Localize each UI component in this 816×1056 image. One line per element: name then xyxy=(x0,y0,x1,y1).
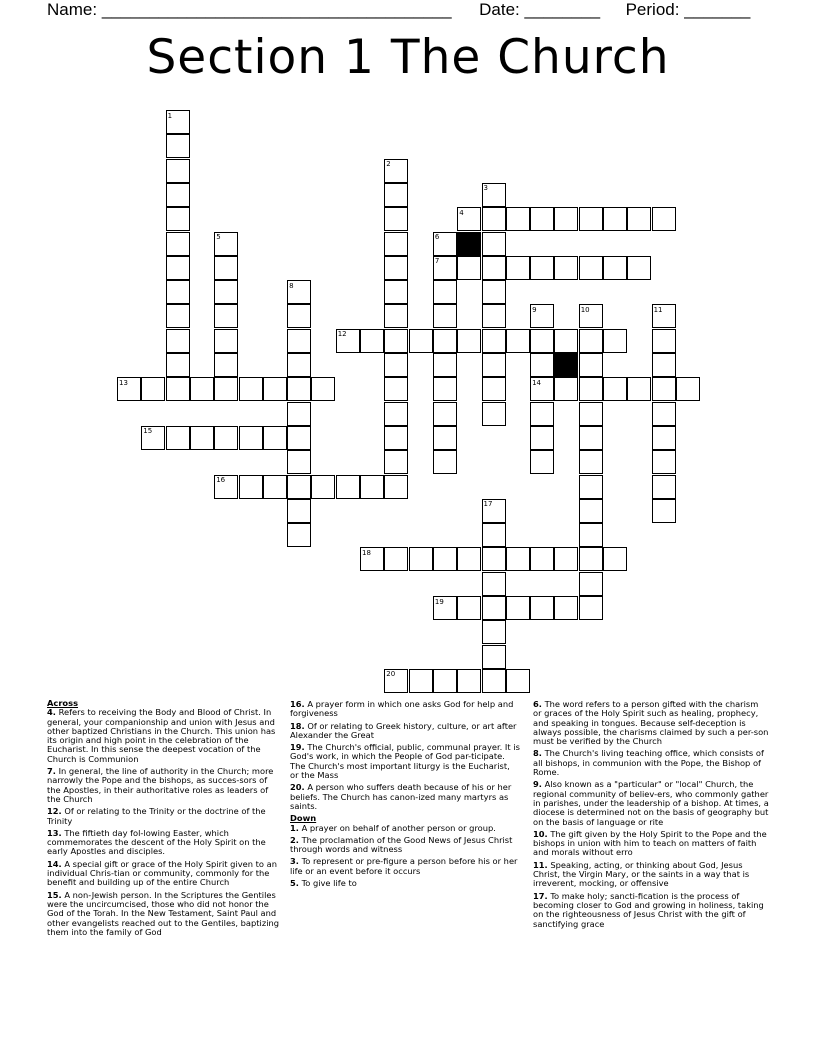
grid-cell-shaded xyxy=(457,232,481,256)
grid-cell[interactable] xyxy=(482,645,506,669)
grid-cell[interactable] xyxy=(676,377,700,401)
grid-cell[interactable] xyxy=(603,329,627,353)
grid-cell[interactable] xyxy=(506,669,530,693)
grid-cell[interactable] xyxy=(287,377,311,401)
clue-across-15: 15. A non-Jewish person. In the Scriptures the Gentiles were the uncircumcised, those who did not honor the God of the Torah. In the New Testament, Saint Paul and other evangelists reached out to the Gentiles, baptizing them into the family of God xyxy=(47,889,280,937)
clue-number-2: 2 xyxy=(386,160,391,169)
grid-cell[interactable] xyxy=(554,596,578,620)
grid-cell[interactable] xyxy=(409,329,433,353)
clue-across-18: 18. Of or relating to Greek history, culture, or art after Alexander the Great xyxy=(290,720,517,740)
grid-cell[interactable] xyxy=(506,256,530,280)
grid-cell[interactable] xyxy=(530,450,554,474)
grid-cell[interactable] xyxy=(482,280,506,304)
clue-number-10: 10 xyxy=(580,305,590,314)
grid-cell[interactable] xyxy=(214,353,238,377)
grid-cell[interactable] xyxy=(263,377,287,401)
grid-cell[interactable] xyxy=(506,596,530,620)
grid-cell[interactable] xyxy=(433,402,457,426)
grid-cell[interactable] xyxy=(482,499,506,523)
grid-cell[interactable] xyxy=(506,207,530,231)
grid-cell[interactable] xyxy=(603,377,627,401)
grid-cell[interactable] xyxy=(603,256,627,280)
grid-cell[interactable] xyxy=(482,620,506,644)
grid-cell[interactable] xyxy=(287,280,311,304)
date-blank[interactable]: ________ xyxy=(524,0,601,19)
clue-number-19: 19 xyxy=(434,597,444,606)
clue-across-4: 4. Refers to receiving the Body and Blood of Christ. In general, your companionship and union with Jesus and other baptized Christians in the Church. This union has its origin and high point in the celebration of the Eucharist. In this sense the deepest vocation of the Church is Communion xyxy=(47,707,276,764)
grid-cell[interactable] xyxy=(360,475,384,499)
grid-cell[interactable] xyxy=(384,450,408,474)
grid-cell[interactable] xyxy=(530,329,554,353)
clue-number-18: 18 xyxy=(362,548,371,557)
grid-cell[interactable] xyxy=(530,596,554,620)
grid-cell[interactable] xyxy=(166,110,190,134)
period-blank[interactable]: _______ xyxy=(684,0,751,19)
grid-cell[interactable] xyxy=(166,353,190,377)
grid-cell[interactable] xyxy=(287,450,311,474)
grid-cell[interactable] xyxy=(433,547,457,571)
grid-cell[interactable] xyxy=(482,377,506,401)
clue-column-3 xyxy=(533,700,769,932)
date-label: Date: xyxy=(479,0,520,19)
grid-cell[interactable] xyxy=(384,280,408,304)
grid-cell[interactable] xyxy=(166,159,190,183)
clue-number-6: 6 xyxy=(434,233,440,241)
grid-cell[interactable] xyxy=(482,232,506,256)
clue-number-4: 4 xyxy=(459,208,464,217)
grid-cell[interactable] xyxy=(554,547,578,571)
grid-cell[interactable] xyxy=(287,304,311,328)
grid-cell[interactable] xyxy=(579,304,603,328)
grid-cell[interactable] xyxy=(554,207,578,231)
clue-number-7: 7 xyxy=(434,257,440,266)
grid-cell[interactable] xyxy=(214,475,238,499)
clue-down-17: 17. To make holy; sancti-fication is the process of becoming closer to God and growing in holiness, taking on the righteousness of Jesus Christ with the gift of sanctifying grace xyxy=(533,890,764,929)
grid-cell[interactable] xyxy=(433,280,457,304)
clue-across-20: 20. A person who suffers death because of his or her beliefs. The Church has canon-ized many martyrs as saints. xyxy=(290,782,512,811)
grid-cell[interactable] xyxy=(384,377,408,401)
grid-cell[interactable] xyxy=(579,353,603,377)
grid-cell[interactable] xyxy=(166,304,190,328)
grid-cell[interactable] xyxy=(530,353,554,377)
clue-number-5: 5 xyxy=(216,233,221,241)
page-title: Section 1 The Church xyxy=(146,30,670,85)
grid-cell[interactable] xyxy=(166,256,190,280)
grid-cell[interactable] xyxy=(384,669,408,693)
clue-column-1 xyxy=(47,699,283,940)
grid-cell[interactable] xyxy=(433,669,457,693)
grid-cell[interactable] xyxy=(214,304,238,328)
grid-cell[interactable] xyxy=(579,256,603,280)
grid-cell[interactable] xyxy=(579,547,603,571)
grid-cell[interactable] xyxy=(190,426,214,450)
grid-cell[interactable] xyxy=(530,402,554,426)
grid-cell[interactable] xyxy=(433,596,457,620)
clue-across-19: 19. The Church's official, public, communal prayer. It is God's work, in which the People of God par-ticipate. The Church's most important liturgy is the Eucharist, or the Mass xyxy=(290,742,520,781)
grid-cell[interactable] xyxy=(287,402,311,426)
grid-cell[interactable] xyxy=(457,596,481,620)
grid-cell[interactable] xyxy=(579,207,603,231)
grid-cell[interactable] xyxy=(652,353,676,377)
clue-column-2 xyxy=(290,700,520,891)
grid-cell[interactable] xyxy=(482,523,506,547)
grid-cell[interactable] xyxy=(652,499,676,523)
grid-cell[interactable] xyxy=(214,329,238,353)
grid-cell[interactable] xyxy=(482,402,506,426)
grid-cell[interactable] xyxy=(482,183,506,207)
grid-cell[interactable] xyxy=(360,547,384,571)
grid-cell[interactable] xyxy=(311,377,335,401)
grid-cell[interactable] xyxy=(384,207,408,231)
period-label: Period: xyxy=(625,0,680,19)
grid-cell[interactable] xyxy=(384,353,408,377)
grid-cell[interactable] xyxy=(530,547,554,571)
grid-cell[interactable] xyxy=(433,353,457,377)
grid-cell[interactable] xyxy=(384,304,408,328)
clue-number-13: 13 xyxy=(119,378,128,387)
clue-down-6: 6. The word refers to a person gifted with the charism or graces of the Holy Spirit such as healing, prophecy, and speaking in tongues. Because self-deception is always possible, the charisms claimed by such a per-son must be verified by the Church xyxy=(533,699,769,747)
grid-cell[interactable] xyxy=(482,256,506,280)
grid-cell[interactable] xyxy=(506,547,530,571)
clue-down-2: 2. The proclamation of the Good News of Jesus Christ through words and witness xyxy=(290,834,513,855)
grid-cell[interactable] xyxy=(457,329,481,353)
clue-down-5: 5. To give life to xyxy=(290,878,357,889)
grid-cell[interactable] xyxy=(214,280,238,304)
grid-cell[interactable] xyxy=(579,426,603,450)
grid-cell[interactable] xyxy=(384,329,408,353)
grid-cell[interactable] xyxy=(579,377,603,401)
grid-cell[interactable] xyxy=(482,353,506,377)
grid-cell[interactable] xyxy=(166,183,190,207)
grid-cell[interactable] xyxy=(603,207,627,231)
grid-cell[interactable] xyxy=(141,426,165,450)
grid-cell[interactable] xyxy=(166,329,190,353)
grid-cell[interactable] xyxy=(409,547,433,571)
grid-cell[interactable] xyxy=(482,304,506,328)
grid-cell[interactable] xyxy=(579,475,603,499)
grid-cell[interactable] xyxy=(263,426,287,450)
grid-cell[interactable] xyxy=(117,377,141,401)
clue-number-20: 20 xyxy=(386,670,396,679)
grid-cell[interactable] xyxy=(384,402,408,426)
down-heading: Down xyxy=(290,813,317,824)
grid-cell[interactable] xyxy=(433,232,457,256)
grid-cell[interactable] xyxy=(652,377,676,401)
grid-cell[interactable] xyxy=(627,377,651,401)
clue-down-9: 9. Also known as a "particular" or "local" Church, the regional community of believ-ers, who commonly gather in parishes, under the leadership of a bishop. At times, a diocese is determined not on the basis of geography but on the basis of language or rite xyxy=(533,779,769,827)
grid-cell[interactable] xyxy=(239,475,263,499)
grid-cell[interactable] xyxy=(579,596,603,620)
grid-cell[interactable] xyxy=(482,596,506,620)
grid-cell[interactable] xyxy=(166,232,190,256)
grid-cell[interactable] xyxy=(579,450,603,474)
grid-cell[interactable] xyxy=(384,232,408,256)
grid-cell[interactable] xyxy=(457,256,481,280)
grid-cell[interactable] xyxy=(263,475,287,499)
clue-number-15: 15 xyxy=(143,427,153,436)
grid-cell[interactable] xyxy=(457,669,481,693)
grid-cell[interactable] xyxy=(311,475,335,499)
grid-cell[interactable] xyxy=(530,426,554,450)
grid-cell[interactable] xyxy=(384,426,408,450)
grid-cell[interactable] xyxy=(214,377,238,401)
grid-cell[interactable] xyxy=(579,329,603,353)
grid-cell[interactable] xyxy=(214,232,238,256)
grid-cell[interactable] xyxy=(166,280,190,304)
grid-cell[interactable] xyxy=(506,329,530,353)
clue-number-11: 11 xyxy=(653,305,663,314)
grid-cell[interactable] xyxy=(287,499,311,523)
grid-cell[interactable] xyxy=(554,256,578,280)
grid-cell[interactable] xyxy=(384,547,408,571)
grid-cell[interactable] xyxy=(409,669,433,693)
grid-cell[interactable] xyxy=(627,256,651,280)
grid-cell[interactable] xyxy=(554,377,578,401)
clue-down-8: 8. The Church's living teaching office, which consists of all bishops, in communion with the Pope, the Bishop of Rome. xyxy=(533,748,764,778)
grid-cell[interactable] xyxy=(214,426,238,450)
grid-cell[interactable] xyxy=(190,377,214,401)
grid-cell[interactable] xyxy=(652,475,676,499)
grid-cell[interactable] xyxy=(166,377,190,401)
grid-cell[interactable] xyxy=(433,426,457,450)
grid-cell[interactable] xyxy=(360,329,384,353)
clue-number-9: 9 xyxy=(532,305,537,314)
grid-cell[interactable] xyxy=(579,523,603,547)
grid-cell[interactable] xyxy=(433,304,457,328)
grid-cell[interactable] xyxy=(239,377,263,401)
grid-cell[interactable] xyxy=(482,329,506,353)
grid-cell[interactable] xyxy=(652,329,676,353)
clue-across-16: 16. A prayer form in which one asks God for help and forgiveness xyxy=(290,699,514,719)
grid-cell-shaded xyxy=(554,353,578,377)
grid-cell[interactable] xyxy=(652,426,676,450)
grid-cell[interactable] xyxy=(433,256,457,280)
grid-cell[interactable] xyxy=(214,256,238,280)
clue-down-10: 10. The gift given by the Holy Spirit to the Pope and the bishops in union with him to teach on matters of faith and morals without erro xyxy=(533,828,767,858)
clue-number-12: 12 xyxy=(337,330,347,339)
clue-down-3: 3. To represent or pre-figure a person before his or her life or an event before it occurs xyxy=(290,856,518,876)
grid-cell[interactable] xyxy=(287,475,311,499)
clue-across-12: 12. Of or relating to the Trinity or the doctrine of the Trinity xyxy=(47,806,266,826)
grid-cell[interactable] xyxy=(384,475,408,499)
grid-cell[interactable] xyxy=(482,547,506,571)
grid-cell[interactable] xyxy=(166,134,190,158)
grid-cell[interactable] xyxy=(141,377,165,401)
clue-number-1: 1 xyxy=(167,111,173,120)
grid-cell[interactable] xyxy=(384,256,408,280)
grid-cell[interactable] xyxy=(482,207,506,231)
clue-number-3: 3 xyxy=(483,184,488,193)
clue-across-7: 7. In general, the line of authority in the Church; more narrowly the Pope and the bishops, as succes-sors of the Apostles, in their authoritative roles as leaders of the Church xyxy=(47,766,274,804)
grid-cell[interactable] xyxy=(239,426,263,450)
grid-cell[interactable] xyxy=(287,353,311,377)
clue-number-16: 16 xyxy=(216,476,226,484)
grid-cell[interactable] xyxy=(579,402,603,426)
across-heading: Across xyxy=(47,698,79,708)
grid-cell[interactable] xyxy=(652,402,676,426)
grid-cell[interactable] xyxy=(482,572,506,596)
grid-cell[interactable] xyxy=(603,547,627,571)
grid-cell[interactable] xyxy=(433,377,457,401)
grid-cell[interactable] xyxy=(627,207,651,231)
name-label: Name: xyxy=(47,0,98,19)
clue-number-14: 14 xyxy=(532,378,542,387)
grid-cell[interactable] xyxy=(530,377,554,401)
grid-cell[interactable] xyxy=(457,207,481,231)
grid-cell[interactable] xyxy=(433,329,457,353)
grid-cell[interactable] xyxy=(166,426,190,450)
grid-cell[interactable] xyxy=(287,426,311,450)
clue-down-11: 11. Speaking, acting, or thinking about God, Jesus Christ, the Virgin Mary, or the saints in a way that is irreverent, mocking, or offensive xyxy=(533,859,750,889)
clue-across-13: 13. The fiftieth day fol-lowing Easter, which commemorates the descent of the Holy Spirit on the early Apostles and disciples. xyxy=(47,827,266,857)
grid-cell[interactable] xyxy=(433,450,457,474)
grid-cell[interactable] xyxy=(166,207,190,231)
grid-cell[interactable] xyxy=(652,207,676,231)
grid-cell[interactable] xyxy=(530,207,554,231)
grid-cell[interactable] xyxy=(530,256,554,280)
grid-cell[interactable] xyxy=(579,499,603,523)
grid-cell[interactable] xyxy=(287,329,311,353)
name-blank[interactable]: _____________________________________ xyxy=(101,0,452,19)
grid-cell[interactable] xyxy=(554,329,578,353)
grid-cell[interactable] xyxy=(482,669,506,693)
grid-cell[interactable] xyxy=(384,183,408,207)
grid-cell[interactable] xyxy=(579,572,603,596)
grid-cell[interactable] xyxy=(336,475,360,499)
grid-cell[interactable] xyxy=(457,547,481,571)
grid-cell[interactable] xyxy=(336,329,360,353)
clue-number-17: 17 xyxy=(483,500,493,509)
clue-across-14: 14. A special gift or grace of the Holy Spirit given to an individual Chris-tian or community, commonly for the benefit and building up of the entire Church xyxy=(47,858,277,888)
grid-cell[interactable] xyxy=(530,304,554,328)
grid-cell[interactable] xyxy=(287,523,311,547)
grid-cell[interactable] xyxy=(384,159,408,183)
grid-cell[interactable] xyxy=(652,304,676,328)
clue-number-8: 8 xyxy=(289,281,294,290)
grid-cell[interactable] xyxy=(652,450,676,474)
clue-down-1: 1. A prayer on behalf of another person or group. xyxy=(290,822,496,833)
